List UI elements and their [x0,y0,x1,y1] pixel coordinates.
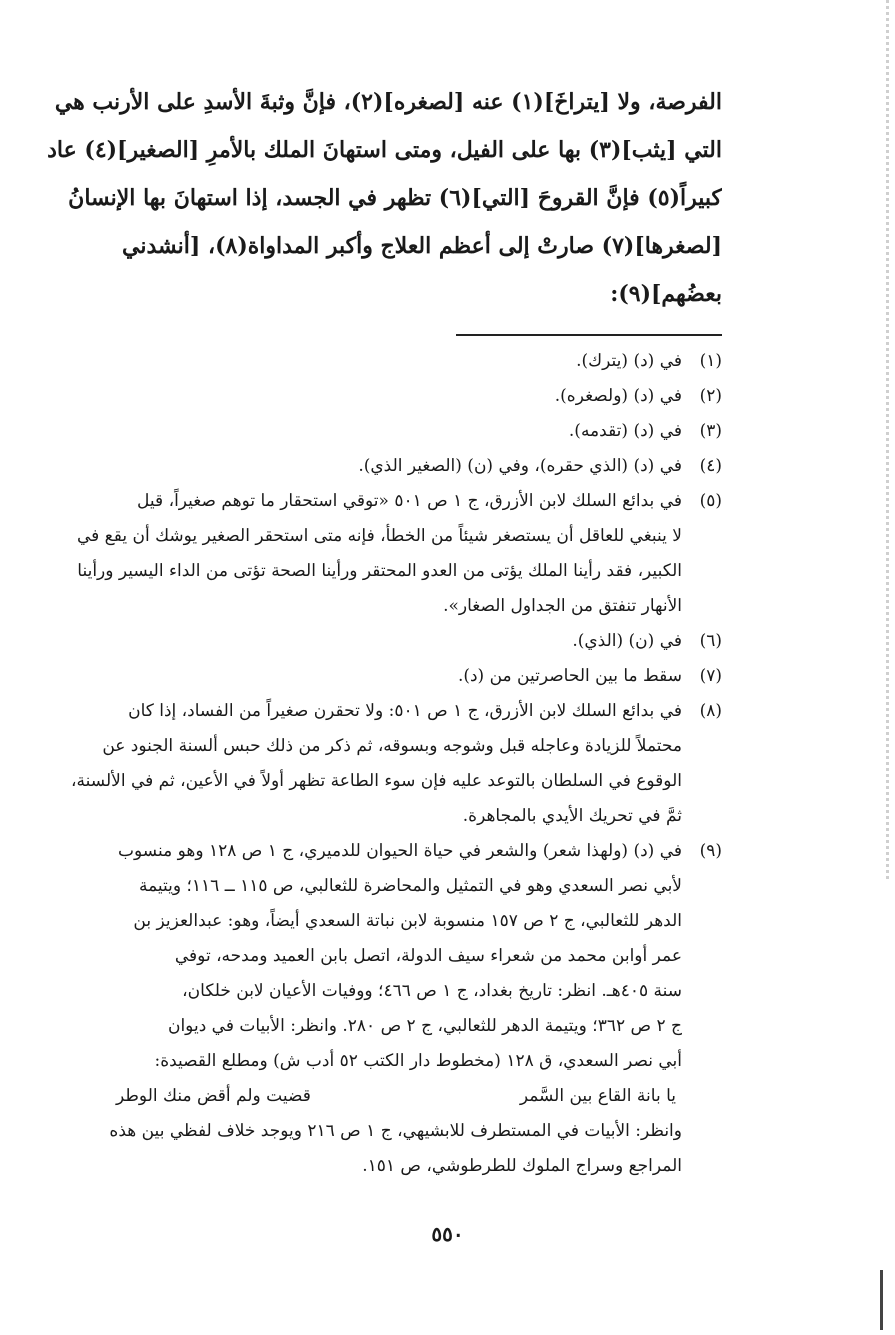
footnote-number: (٢) [699,386,722,406]
footnote-2 [40,379,722,414]
footnote-number: (٣) [699,421,722,441]
footnote-number: (٤) [699,456,722,476]
main-text-line: بعضُهم](٩): [610,281,722,307]
footnote-4 [40,449,722,484]
footnote-number: (٩) [699,841,722,861]
footnote-line: في (د) (يترك). [576,351,682,371]
main-text-line: كبيراً(٥) فإنَّ القروحَ [التي](٦) تظهر في الجسد، إذا استهانَ بها الإنسانُ [68,185,722,211]
footnote-line: الوقوع في السلطان بالتوعد عليه فإن سوء الطاعة تظهر أولاً في الأعين، ثم في الألسنة، [71,771,682,791]
footnote-line: في (د) (ولهذا شعر) والشعر في حياة الحيوان للدميري، ج ١ ص ١٢٨ وهو منسوب [118,841,682,861]
footnote-line: لأبي نصر السعدي وهو في التمثيل والمحاضرة للثعالبي، ص ١١٥ ــ ١١٦؛ ويتيمة [138,876,682,896]
poem-verse [116,1079,676,1114]
verse-first-hemistich: يا بانة القاع بين السَّمر [519,1086,676,1106]
footnote-line: أبي نصر السعدي، ق ١٢٨ (مخطوط دار الكتب ٥٢ أدب ش) ومطلع القصيدة: [154,1051,682,1071]
footnote-line: الكبير، فقد رأينا الملك يؤتى من العدو المحتقر ورأينا الصحة تؤتى من الداء اليسير ورأينا [77,561,682,581]
footnote-number: (٥) [699,491,722,511]
footnote-1 [40,344,722,379]
footnote-9 [40,834,722,1184]
footnote-line: الدهر للثعالبي، ج ٢ ص ١٥٧ منسوبة لابن نباتة السعدي أيضاً، وهو: عبدالعزيز بن [133,911,682,931]
footnote-line: المراجع وسراج الملوك للطرطوشي، ص ١٥١. [362,1156,682,1176]
footnote-line: ج ٢ ص ٣٦٢؛ ويتيمة الدهر للثعالبي، ج ٢ ص ٢٨٠. وانظر: الأبيات في ديوان [167,1016,682,1036]
footnote-line: في بدائع السلك لابن الأزرق، ج ١ ص ٥٠١: ولا تحقرن صغيراً من الفساد، إذا كان [128,701,682,721]
footnote-3 [40,414,722,449]
main-text-line: التي [يثب](٣) بها على الفيل، ومتى استهانَ الملك بالأمرِ [الصغير](٤) عاد [47,137,722,163]
scan-edge-mark-bottom [880,1270,883,1330]
footnote-line: في بدائع السلك لابن الأزرق، ج ١ ص ٥٠١ «توقي استحقار ما توهم صغيراً، قيل [137,491,682,511]
footnote-number: (٧) [699,666,722,686]
footnote-line: لا ينبغي للعاقل أن يستصغر شيئاً من الخطأ، فإنه متى استحقر الصغير يوشك أن يقع في [76,526,682,546]
main-text [40,78,722,318]
page-number: ٥٥٠ [431,1222,464,1246]
footnotes [40,344,722,1184]
footnote-line: في (د) (تقدمه). [568,421,682,441]
footnote-line: ثمَّ في تحريك الأيدي بالمجاهرة. [462,806,682,826]
footnote-number: (١) [699,351,722,371]
main-text-line: الفرصة، ولا [يتراخَ](١) عنه [لصغره](٢)، فإنَّ وثبةَ الأسدِ على الأرنب هي [54,89,722,115]
footnote-line: في (د) (ولصغره). [554,386,682,406]
footnote-number: (٨) [699,701,722,721]
footnote-line: سنة ٤٠٥هـ. انظر: تاريخ بغداد، ج ١ ص ٤٦٦؛ ووفيات الأعيان لابن خلكان، [182,981,682,1001]
main-text-line: [لصغرها](٧) صارتْ إلى أعظم العلاج وأكبر المداواة(٨)، [أنشدني [122,233,722,259]
verse-second-hemistich: قضيت ولم أقض منك الوطر [116,1086,311,1106]
footnote-line: عمر أوابن محمد من شعراء سيف الدولة، اتصل بابن العميد ومدحه، توفي [174,946,682,966]
footnote-6 [40,624,722,659]
footnote-5 [40,484,722,624]
footnote-7 [40,659,722,694]
footnote-separator [456,334,722,336]
footnote-line: محتملاً للزيادة وعاجله قبل وشوجه وبسوقه، ثم ذكر من ذلك حبس ألسنة الجنود عن [102,736,682,756]
footnote-line: سقط ما بين الحاصرتين من (د). [457,666,682,686]
footnote-line: في (د) (الذي حقره)، وفي (ن) (الصغير الذي). [358,456,682,476]
footnote-8 [40,694,722,834]
footnote-line: في (ن) (الذي). [572,631,682,651]
scan-edge-mark [886,0,889,880]
footnote-line: الأنهار تنفتق من الجداول الصغار». [443,596,682,616]
footnote-line: وانظر: الأبيات في المستطرف للابشيهي، ج ١ ص ٢١٦ ويوجد خلاف لفظي بين هذه [109,1121,682,1141]
footnote-number: (٦) [699,631,722,651]
